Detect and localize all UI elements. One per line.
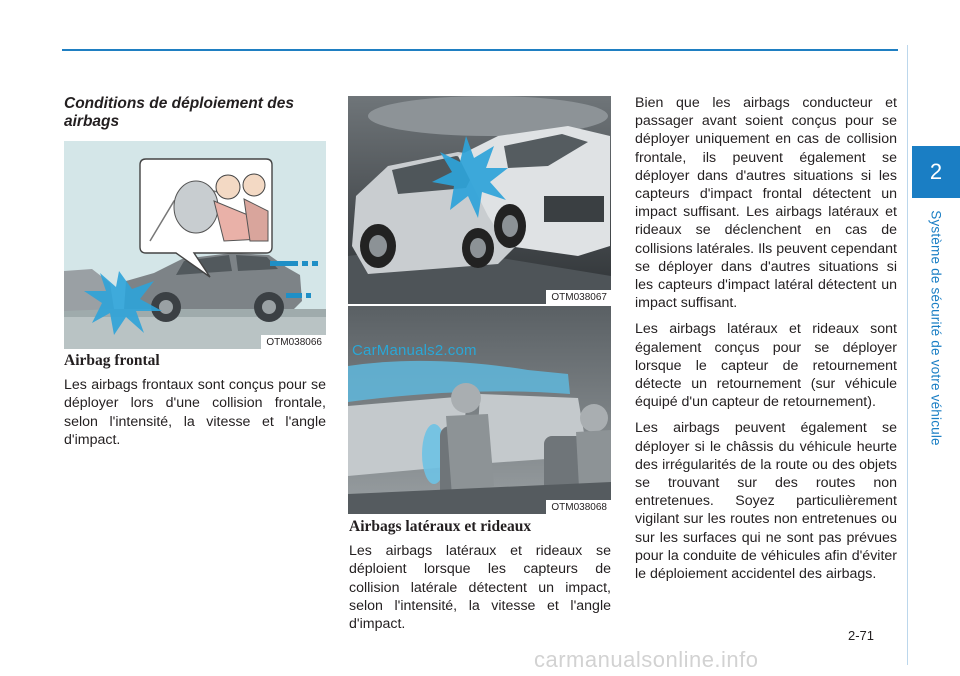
right-paragraph-1: Bien que les airbags conducteur et passager avant soient conçus pour se déployer uniquement en cas de collision frontale, ils peuvent également se déployer dans d'autres situations si les capteurs d'impact frontal détectent un impact suffisant. Les airbags latéraux et rideaux se déclenchent en cas de collisions latérales. Ils peuvent cependant se déployer dans d'autres situations si les capteurs d'impact latéral détectent un impact suffisant. xyxy=(635,95,897,312)
frontal-airbag-heading: Airbag frontal xyxy=(64,352,160,369)
figure-frontal-crash xyxy=(348,96,611,304)
side-airbags-heading: Airbags latéraux et rideaux xyxy=(349,518,532,535)
figure-code: OTM038067 xyxy=(546,290,611,304)
side-airbags-paragraph: Les airbags latéraux et rideaux se déploient lorsque les capteurs de collision latérale détectent un impact, selon l'intensité, la vitesse et l'angle d'impact. xyxy=(349,543,611,633)
right-paragraph-3: Les airbags peuvent également se déployer si le châssis du véhicule heurte des irrégularités de la route ou des objets se trouvant sur des routes non entretenues. Soyez particulièrement vigilant sur les routes non entretenues ou sur les surfaces qui ne sont pas prévues pour la conduite de véhicules afin d'éviter le déploiement accidentel des airbags. xyxy=(635,420,897,583)
watermark-overlay: CarManuals2.com xyxy=(352,342,477,359)
figure-frontal-airbag xyxy=(64,141,326,349)
figure-code: OTM038068 xyxy=(546,500,611,514)
page-number: 2-71 xyxy=(848,628,875,643)
chapter-divider xyxy=(907,45,908,665)
section-title: Conditions de déploiement des airbags xyxy=(64,95,294,130)
figure-code: OTM038066 xyxy=(261,335,326,349)
middle-column xyxy=(349,518,611,641)
chapter-title: Système de sécurité de votre véhicule xyxy=(928,210,944,446)
right-paragraph-2: Les airbags latéraux et rideaux sont également conçus pour se déployer lorsque le capteur de retournement détecte un retournement (sur véhicule équipé d'un capteur de retournement). xyxy=(635,321,897,411)
frontal-airbag-paragraph: Les airbags frontaux sont conçus pour se déployer lors d'une collision frontale, selon l'intensité, la vitesse et l'angle d'impact. xyxy=(64,377,326,448)
right-column xyxy=(635,94,897,591)
figure-side-airbags xyxy=(348,306,611,514)
watermark-footer: carmanualsonline.info xyxy=(534,647,759,672)
chapter-number-tab: 2 xyxy=(912,146,960,198)
top-rule xyxy=(62,49,898,51)
left-column xyxy=(64,352,326,457)
